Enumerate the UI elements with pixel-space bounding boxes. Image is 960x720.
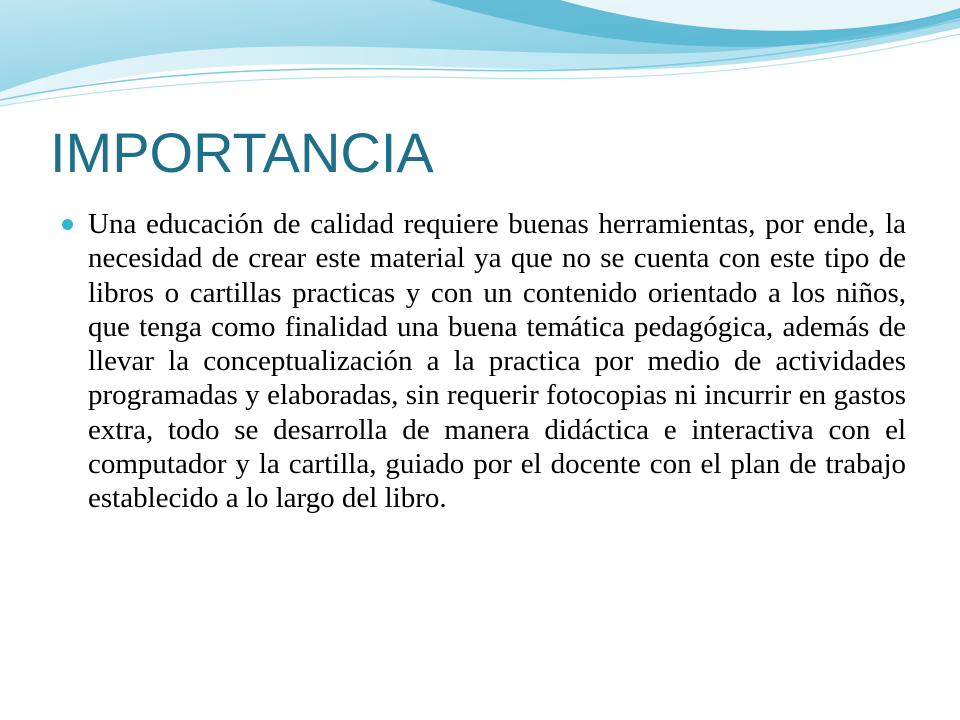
header-wave-decoration [0,0,960,130]
bullet-dot-icon [62,219,73,230]
slide-title: IMPORTANCIA [50,121,434,184]
bullet-list [88,207,906,516]
bullet-text: Una educación de calidad requiere buenas herramientas, por ende, la necesidad de crear este material ya que no se cuenta con este tipo de libros o cartillas practicas y con un contenido orientado a los niños, que tenga como finalidad una buena temática pedagógica, además de llevar la conceptualización a la practica por medio de actividades programadas y elaboradas, sin requerir fotocopias ni incurrir en gastos extra, todo se desarrolla de manera didáctica e interactiva con el computador y la cartilla, guiado por el docente con el plan de trabajo establecido a lo largo del libro. [88,208,906,515]
